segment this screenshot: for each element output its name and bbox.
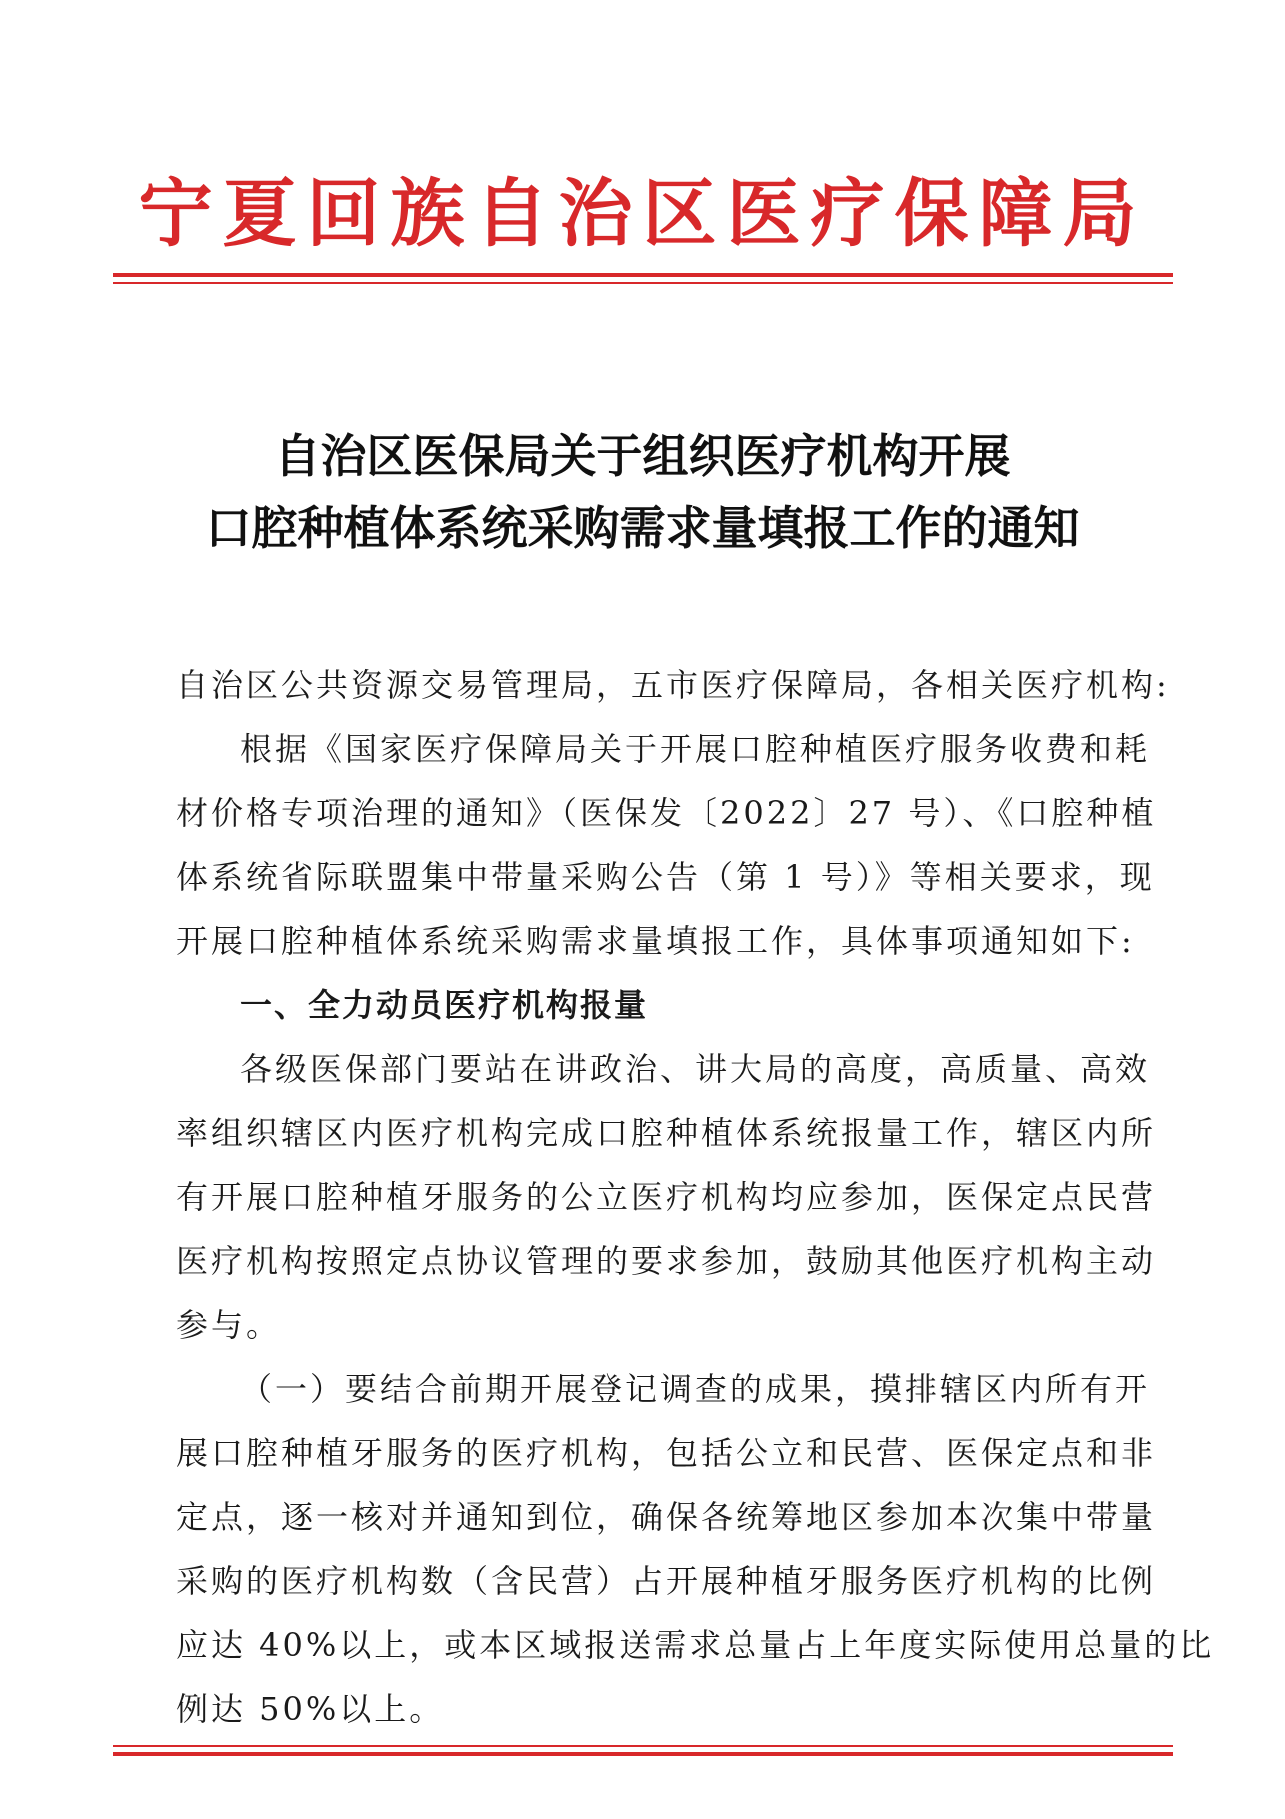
paragraph-line: 体系统省际联盟集中带量采购公告（第 1 号）》等相关要求，现 [176, 858, 1155, 896]
paragraph-line: 采购的医疗机构数（含民营）占开展种植牙服务医疗机构的比例 [176, 1562, 1157, 1600]
paragraph-line: 应达 40%以上，或本区域报送需求总量占上年度实际使用总量的比 [176, 1626, 1215, 1664]
section-heading: 一、全力动员医疗机构报量 [240, 986, 649, 1024]
paragraph-line: 根据《国家医疗保障局关于开展口腔种植医疗服务收费和耗 [240, 730, 1151, 768]
paragraph-line: 率组织辖区内医疗机构完成口腔种植体系统报量工作，辖区内所 [176, 1114, 1157, 1152]
header-divider-thin [113, 282, 1173, 284]
addressee-line: 自治区公共资源交易管理局，五市医疗保障局，各相关医疗机构: [176, 666, 1170, 704]
paragraph-line: 展口腔种植牙服务的医疗机构，包括公立和民营、医保定点和非 [176, 1434, 1157, 1472]
document-title-line-2: 口腔种植体系统采购需求量填报工作的通知 [205, 501, 1080, 555]
header-divider-thick [113, 273, 1173, 277]
paragraph-line: 材价格专项治理的通知》（医保发〔2022〕27 号）、《口腔种植 [176, 794, 1157, 832]
paragraph-line: 开展口腔种植体系统采购需求量填报工作，具体事项通知如下: [176, 922, 1135, 960]
paragraph-line: 各级医保部门要站在讲政治、讲大局的高度，高质量、高效 [240, 1050, 1151, 1088]
paragraph-line: 医疗机构按照定点协议管理的要求参加，鼓励其他医疗机构主动 [176, 1242, 1157, 1280]
document-title-line-1: 自治区医保局关于组织医疗机构开展 [274, 429, 1011, 483]
paragraph-line: 定点，逐一核对并通知到位，确保各统筹地区参加本次集中带量 [176, 1498, 1157, 1536]
footer-divider-thick [113, 1752, 1173, 1756]
paragraph-line: 参与。 [176, 1306, 282, 1344]
footer-divider-thin [113, 1745, 1173, 1747]
paragraph-line: 例达 50%以上。 [176, 1690, 445, 1728]
paragraph-line: （一）要结合前期开展登记调查的成果，摸排辖区内所有开 [240, 1370, 1151, 1408]
paragraph-line: 有开展口腔种植牙服务的公立医疗机构均应参加，医保定点民营 [176, 1178, 1157, 1216]
issuing-authority-header: 宁夏回族自治区医疗保障局 [138, 171, 1147, 257]
